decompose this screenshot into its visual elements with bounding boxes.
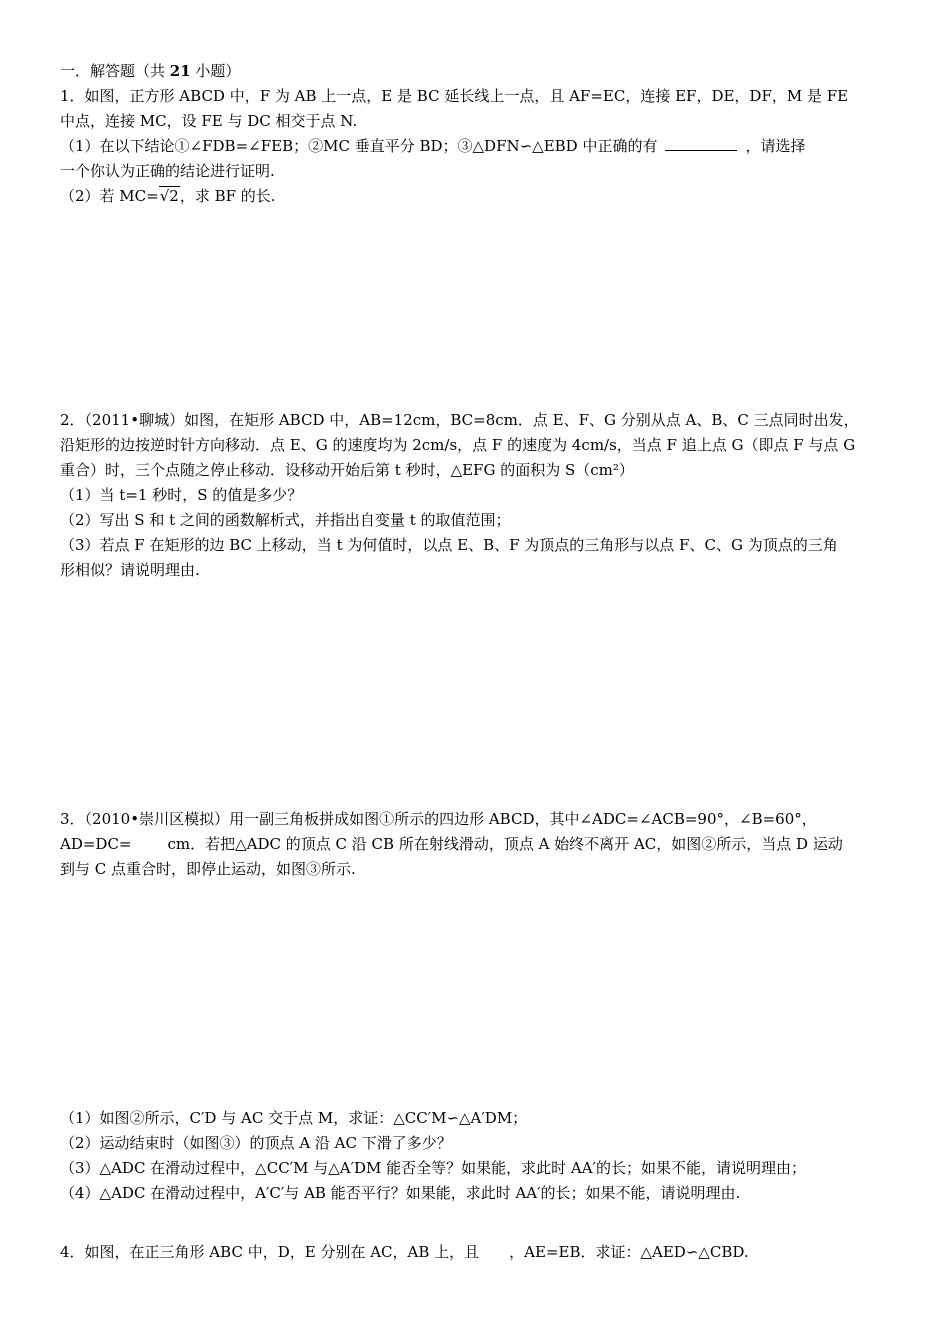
q4-text-rest: ，AE=EB．求证：△AED∽△CBD. [509,1243,749,1261]
q1-part2-suffix: ，求 BF 的长. [179,187,276,205]
q1-line-1: 1．如图，正方形 ABCD 中，F 为 AB 上一点，E 是 BC 延长线上一点，且 AF=EC，连接 EF，DE，DF，M 是 FE [60,87,849,105]
q3-line-3: 到与 C 点重合时，即停止运动，如图③所示. [60,860,356,878]
q1-line-2: 中点，连接 MC，设 FE 与 DC 相交于点 N. [60,112,358,130]
q3-sub-3: （3）△ADC 在滑动过程中，△CC′M 与△A′DM 能否全等？如果能，求此时 AA′的长；如果不能，请说明理由； [60,1159,806,1177]
section-title-suffix: 小题） [190,62,241,80]
q2-line-6: （3）若点 F 在矩形的边 BC 上移动，当 t 为何值时，以点 E、B、F 为顶点的三角形与以点 F、C、G 为顶点的三角 [60,536,838,554]
q1-part1-suffix: ，请选择 [745,137,806,155]
sqrt-expression: √2 [159,187,179,205]
q1-line-4: 一个你认为正确的结论进行证明. [60,162,275,180]
q2-line-1: 2．（2011•聊城）如图，在矩形 ABCD 中，AB=12cm，BC=8cm．点 E、F、G 分别从点 A、B、C 三点同时出发， [60,411,859,429]
q1-part1-text: （1）在以下结论①∠FDB=∠FEB；②MC 垂直平分 BD；③△DFN∽△EBD 中正确的有 [60,137,658,155]
q2-line-5: （2）写出 S 和 t 之间的函数解析式，并指出自变量 t 的取值范围； [60,511,511,529]
q3-sub-2: （2）运动结束时（如图③）的顶点 A 沿 AC 下滑了多少？ [60,1134,452,1152]
q3-line-2 [60,834,900,854]
section-title [60,61,900,81]
q3-line-2-rest: cm．若把△ADC 的顶点 C 沿 CB 所在射线滑动，顶点 A 始终不离开 AC，如图②所示，当点 D 运动 [167,835,843,853]
q1-part2-text: （2）若 MC= [60,187,159,205]
q1-line-3 [60,136,900,156]
q2-line-4: （1）当 t=1 秒时，S 的值是多少？ [60,486,303,504]
section-title-count: 21 [169,62,191,80]
q2-line-7: 形相似？请说明理由. [60,561,200,579]
answer-blank [665,136,737,151]
section-title-prefix: 一．解答题（共 [60,62,170,80]
q4-text: 4．如图，在正三角形 ABC 中，D，E 分别在 AC，AB 上，且 [60,1243,480,1261]
q3-sub-1: （1）如图②所示，C′D 与 AC 交于点 M，求证：△CC′M∽△A′DM； [60,1109,528,1127]
q3-line-1: 3．（2010•崇川区模拟）用一副三角板拼成如图①所示的四边形 ABCD，其中∠ADC=∠ACB=90°，∠B=60°， [60,810,817,828]
q2-line-3: 重合）时，三个点随之停止移动．设移动开始后第 t 秒时，△EFG 的面积为 S（cm²） [60,461,634,479]
q3-sub-4: （4）△ADC 在滑动过程中，A′C′与 AB 能否平行？如果能，求此时 AA′的长；如果不能，请说明理由. [60,1184,741,1202]
q4-line-1 [60,1242,900,1262]
q3-ad-dc-label: AD=DC= [60,835,132,853]
q1-line-5 [60,186,900,206]
q2-line-2: 沿矩形的边按逆时针方向移动．点 E、G 的速度均为 2cm/s，点 F 的速度为 4cm/s，当点 F 追上点 G（即点 F 与点 G [60,436,856,454]
